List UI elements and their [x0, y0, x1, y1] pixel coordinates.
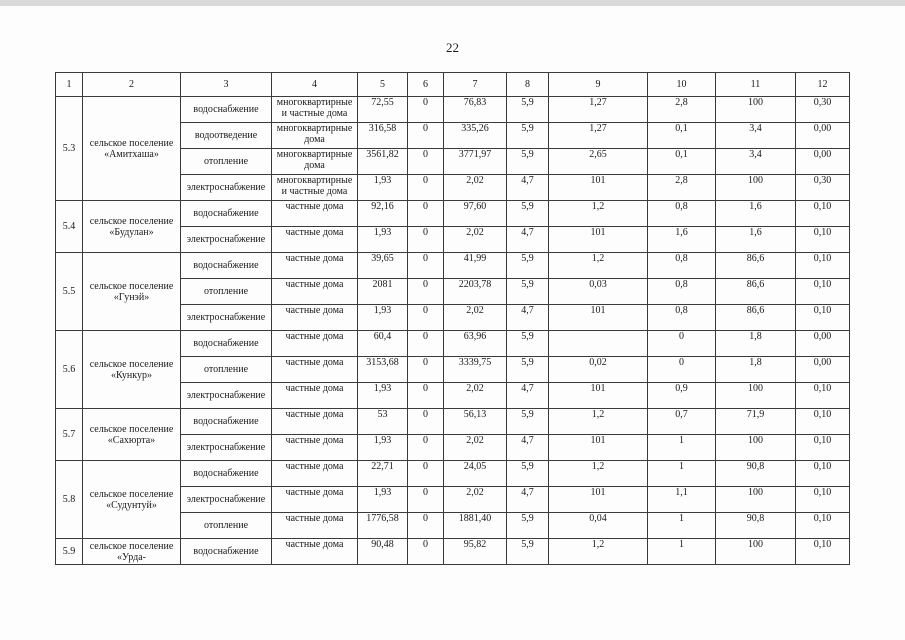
- value-col9: 101: [549, 435, 648, 461]
- value-col11: 100: [716, 175, 796, 201]
- page-top-edge: [0, 0, 905, 6]
- building-type-cell: частные дома: [272, 279, 358, 305]
- value-col7: 3771,97: [444, 149, 507, 175]
- resource-cell: водоснабжение: [181, 409, 272, 435]
- value-col12: 0,10: [796, 409, 850, 435]
- value-col7: 2,02: [444, 383, 507, 409]
- value-col12: 0,10: [796, 279, 850, 305]
- value-col10: 2,8: [648, 97, 716, 123]
- value-col5: 1,93: [358, 305, 408, 331]
- table-row: [56, 253, 850, 279]
- value-col8: 4,7: [507, 305, 549, 331]
- value-col7: 2,02: [444, 435, 507, 461]
- resource-cell: водоснабжение: [181, 201, 272, 227]
- building-type-cell: частные дома: [272, 383, 358, 409]
- value-col5: 1,93: [358, 383, 408, 409]
- value-col6: 0: [408, 435, 444, 461]
- value-col10: 0,8: [648, 279, 716, 305]
- value-col8: 5,9: [507, 279, 549, 305]
- value-col7: 24,05: [444, 461, 507, 487]
- building-type-cell: частные дома: [272, 461, 358, 487]
- value-col10: 0,9: [648, 383, 716, 409]
- value-col12: 0,10: [796, 383, 850, 409]
- value-col6: 0: [408, 513, 444, 539]
- value-col7: 2203,78: [444, 279, 507, 305]
- value-col7: 97,60: [444, 201, 507, 227]
- column-header: 6: [408, 73, 444, 97]
- value-col7: 3339,75: [444, 357, 507, 383]
- resource-cell: водоотведение: [181, 123, 272, 149]
- column-header: 8: [507, 73, 549, 97]
- value-col9: 1,2: [549, 539, 648, 565]
- data-table: [55, 72, 850, 565]
- value-col11: 100: [716, 487, 796, 513]
- section-number-cell: 5.4: [56, 201, 83, 253]
- value-col10: 0,8: [648, 201, 716, 227]
- value-col6: 0: [408, 383, 444, 409]
- value-col12: 0,10: [796, 487, 850, 513]
- column-header: 10: [648, 73, 716, 97]
- section-number-cell: 5.5: [56, 253, 83, 331]
- section-number-cell: 5.8: [56, 461, 83, 539]
- value-col12: 0,00: [796, 123, 850, 149]
- value-col12: 0,30: [796, 175, 850, 201]
- value-col12: 0,10: [796, 539, 850, 565]
- value-col7: 2,02: [444, 305, 507, 331]
- value-col5: 3561,82: [358, 149, 408, 175]
- value-col8: 5,9: [507, 149, 549, 175]
- settlement-name-cell: сельское поселение «Судунтуй»: [83, 461, 181, 539]
- building-type-cell: частные дома: [272, 487, 358, 513]
- value-col9: 1,2: [549, 461, 648, 487]
- value-col12: 0,00: [796, 357, 850, 383]
- value-col6: 0: [408, 357, 444, 383]
- value-col9: [549, 331, 648, 357]
- value-col10: 1: [648, 539, 716, 565]
- value-col7: 1881,40: [444, 513, 507, 539]
- table-row: [56, 539, 850, 565]
- value-col12: 0,10: [796, 513, 850, 539]
- column-header: 4: [272, 73, 358, 97]
- value-col6: 0: [408, 123, 444, 149]
- value-col5: 316,58: [358, 123, 408, 149]
- building-type-cell: частные дома: [272, 435, 358, 461]
- value-col7: 95,82: [444, 539, 507, 565]
- building-type-cell: частные дома: [272, 201, 358, 227]
- table-row: [56, 201, 850, 227]
- value-col10: 1: [648, 435, 716, 461]
- building-type-cell: частные дома: [272, 331, 358, 357]
- value-col5: 3153,68: [358, 357, 408, 383]
- value-col8: 5,9: [507, 409, 549, 435]
- value-col7: 2,02: [444, 227, 507, 253]
- column-header: 11: [716, 73, 796, 97]
- value-col11: 86,6: [716, 279, 796, 305]
- value-col8: 5,9: [507, 253, 549, 279]
- header-row: [56, 73, 850, 97]
- settlement-name-cell: сельское поселение «Будулан»: [83, 201, 181, 253]
- resource-cell: электроснабжение: [181, 487, 272, 513]
- resource-cell: отопление: [181, 149, 272, 175]
- value-col7: 63,96: [444, 331, 507, 357]
- value-col8: 4,7: [507, 175, 549, 201]
- value-col11: 86,6: [716, 253, 796, 279]
- column-header: 3: [181, 73, 272, 97]
- value-col9: 2,65: [549, 149, 648, 175]
- value-col6: 0: [408, 331, 444, 357]
- column-header: 1: [56, 73, 83, 97]
- value-col9: 1,2: [549, 253, 648, 279]
- value-col9: 1,2: [549, 201, 648, 227]
- value-col9: 1,2: [549, 409, 648, 435]
- value-col11: 3,4: [716, 149, 796, 175]
- section-number-cell: 5.3: [56, 97, 83, 201]
- value-col12: 0,10: [796, 305, 850, 331]
- value-col7: 335,26: [444, 123, 507, 149]
- section-number-cell: 5.7: [56, 409, 83, 461]
- value-col11: 1,6: [716, 201, 796, 227]
- value-col8: 5,9: [507, 201, 549, 227]
- resource-cell: водоснабжение: [181, 331, 272, 357]
- column-header: 7: [444, 73, 507, 97]
- value-col6: 0: [408, 201, 444, 227]
- value-col9: 0,03: [549, 279, 648, 305]
- column-header: 9: [549, 73, 648, 97]
- value-col9: 101: [549, 383, 648, 409]
- building-type-cell: многоквартирные дома: [272, 123, 358, 149]
- value-col12: 0,00: [796, 331, 850, 357]
- value-col11: 1,6: [716, 227, 796, 253]
- value-col8: 5,9: [507, 513, 549, 539]
- column-header: 2: [83, 73, 181, 97]
- value-col8: 5,9: [507, 331, 549, 357]
- resource-cell: водоснабжение: [181, 253, 272, 279]
- building-type-cell: частные дома: [272, 227, 358, 253]
- building-type-cell: частные дома: [272, 305, 358, 331]
- value-col11: 71,9: [716, 409, 796, 435]
- value-col12: 0,10: [796, 435, 850, 461]
- value-col12: 0,10: [796, 253, 850, 279]
- value-col7: 2,02: [444, 487, 507, 513]
- value-col6: 0: [408, 149, 444, 175]
- resource-cell: водоснабжение: [181, 97, 272, 123]
- resource-cell: электроснабжение: [181, 383, 272, 409]
- value-col8: 5,9: [507, 97, 549, 123]
- value-col5: 90,48: [358, 539, 408, 565]
- value-col5: 1776,58: [358, 513, 408, 539]
- building-type-cell: многоквартирные и частные дома: [272, 175, 358, 201]
- resource-cell: водоснабжение: [181, 461, 272, 487]
- value-col10: 0,8: [648, 253, 716, 279]
- value-col10: 0,8: [648, 305, 716, 331]
- value-col11: 100: [716, 97, 796, 123]
- resource-cell: водоснабжение: [181, 539, 272, 565]
- value-col5: 92,16: [358, 201, 408, 227]
- page-number: 22: [446, 40, 459, 55]
- value-col11: 100: [716, 383, 796, 409]
- column-header: 12: [796, 73, 850, 97]
- settlement-name-cell: сельское поселение «Урда-: [83, 539, 181, 565]
- value-col11: 3,4: [716, 123, 796, 149]
- building-type-cell: частные дома: [272, 513, 358, 539]
- value-col6: 0: [408, 227, 444, 253]
- value-col8: 5,9: [507, 461, 549, 487]
- value-col5: 2081: [358, 279, 408, 305]
- value-col11: 100: [716, 435, 796, 461]
- value-col8: 4,7: [507, 227, 549, 253]
- value-col5: 53: [358, 409, 408, 435]
- section-number-cell: 5.6: [56, 331, 83, 409]
- value-col6: 0: [408, 97, 444, 123]
- value-col10: 0,1: [648, 123, 716, 149]
- value-col10: 0,1: [648, 149, 716, 175]
- building-type-cell: частные дома: [272, 253, 358, 279]
- value-col11: 100: [716, 539, 796, 565]
- value-col12: 0,30: [796, 97, 850, 123]
- value-col5: 1,93: [358, 227, 408, 253]
- value-col6: 0: [408, 253, 444, 279]
- value-col10: 2,8: [648, 175, 716, 201]
- resource-cell: электроснабжение: [181, 227, 272, 253]
- value-col6: 0: [408, 305, 444, 331]
- value-col7: 76,83: [444, 97, 507, 123]
- value-col10: 1,1: [648, 487, 716, 513]
- value-col5: 1,93: [358, 435, 408, 461]
- value-col12: 0,10: [796, 227, 850, 253]
- settlement-name-cell: сельское поселение «Сахюрта»: [83, 409, 181, 461]
- value-col9: 101: [549, 487, 648, 513]
- value-col9: 1,27: [549, 97, 648, 123]
- settlement-name-cell: сельское поселение «Гунэй»: [83, 253, 181, 331]
- column-header: 5: [358, 73, 408, 97]
- resource-cell: отопление: [181, 513, 272, 539]
- building-type-cell: многоквартирные дома: [272, 149, 358, 175]
- value-col8: 5,9: [507, 357, 549, 383]
- value-col5: 39,65: [358, 253, 408, 279]
- value-col6: 0: [408, 539, 444, 565]
- value-col5: 22,71: [358, 461, 408, 487]
- building-type-cell: частные дома: [272, 357, 358, 383]
- value-col11: 1,8: [716, 357, 796, 383]
- value-col12: 0,00: [796, 149, 850, 175]
- resource-cell: электроснабжение: [181, 435, 272, 461]
- value-col6: 0: [408, 487, 444, 513]
- value-col11: 90,8: [716, 461, 796, 487]
- value-col7: 2,02: [444, 175, 507, 201]
- resource-cell: отопление: [181, 357, 272, 383]
- value-col5: 1,93: [358, 487, 408, 513]
- table-row: [56, 461, 850, 487]
- building-type-cell: частные дома: [272, 539, 358, 565]
- value-col5: 60,4: [358, 331, 408, 357]
- value-col8: 5,9: [507, 123, 549, 149]
- value-col8: 4,7: [507, 435, 549, 461]
- resource-cell: электроснабжение: [181, 305, 272, 331]
- value-col10: 1: [648, 461, 716, 487]
- value-col10: 0: [648, 357, 716, 383]
- value-col9: 0,04: [549, 513, 648, 539]
- value-col9: 0,02: [549, 357, 648, 383]
- value-col6: 0: [408, 461, 444, 487]
- resource-cell: отопление: [181, 279, 272, 305]
- value-col6: 0: [408, 409, 444, 435]
- value-col11: 86,6: [716, 305, 796, 331]
- value-col11: 90,8: [716, 513, 796, 539]
- table-row: [56, 331, 850, 357]
- value-col8: 4,7: [507, 487, 549, 513]
- value-col7: 56,13: [444, 409, 507, 435]
- table-row: [56, 97, 850, 123]
- value-col8: 4,7: [507, 383, 549, 409]
- resource-cell: электроснабжение: [181, 175, 272, 201]
- value-col12: 0,10: [796, 201, 850, 227]
- value-col9: 101: [549, 175, 648, 201]
- value-col10: 0: [648, 331, 716, 357]
- building-type-cell: частные дома: [272, 409, 358, 435]
- value-col11: 1,8: [716, 331, 796, 357]
- value-col6: 0: [408, 175, 444, 201]
- table-row: [56, 409, 850, 435]
- value-col10: 1,6: [648, 227, 716, 253]
- value-col5: 1,93: [358, 175, 408, 201]
- value-col9: 101: [549, 227, 648, 253]
- settlement-name-cell: сельское поселение «Амитхаша»: [83, 97, 181, 201]
- section-number-cell: 5.9: [56, 539, 83, 565]
- value-col5: 72,55: [358, 97, 408, 123]
- value-col7: 41,99: [444, 253, 507, 279]
- value-col10: 0,7: [648, 409, 716, 435]
- value-col12: 0,10: [796, 461, 850, 487]
- settlement-name-cell: сельское поселение «Кункур»: [83, 331, 181, 409]
- value-col9: 101: [549, 305, 648, 331]
- value-col10: 1: [648, 513, 716, 539]
- value-col8: 5,9: [507, 539, 549, 565]
- value-col9: 1,27: [549, 123, 648, 149]
- building-type-cell: многоквартирные и частные дома: [272, 97, 358, 123]
- value-col6: 0: [408, 279, 444, 305]
